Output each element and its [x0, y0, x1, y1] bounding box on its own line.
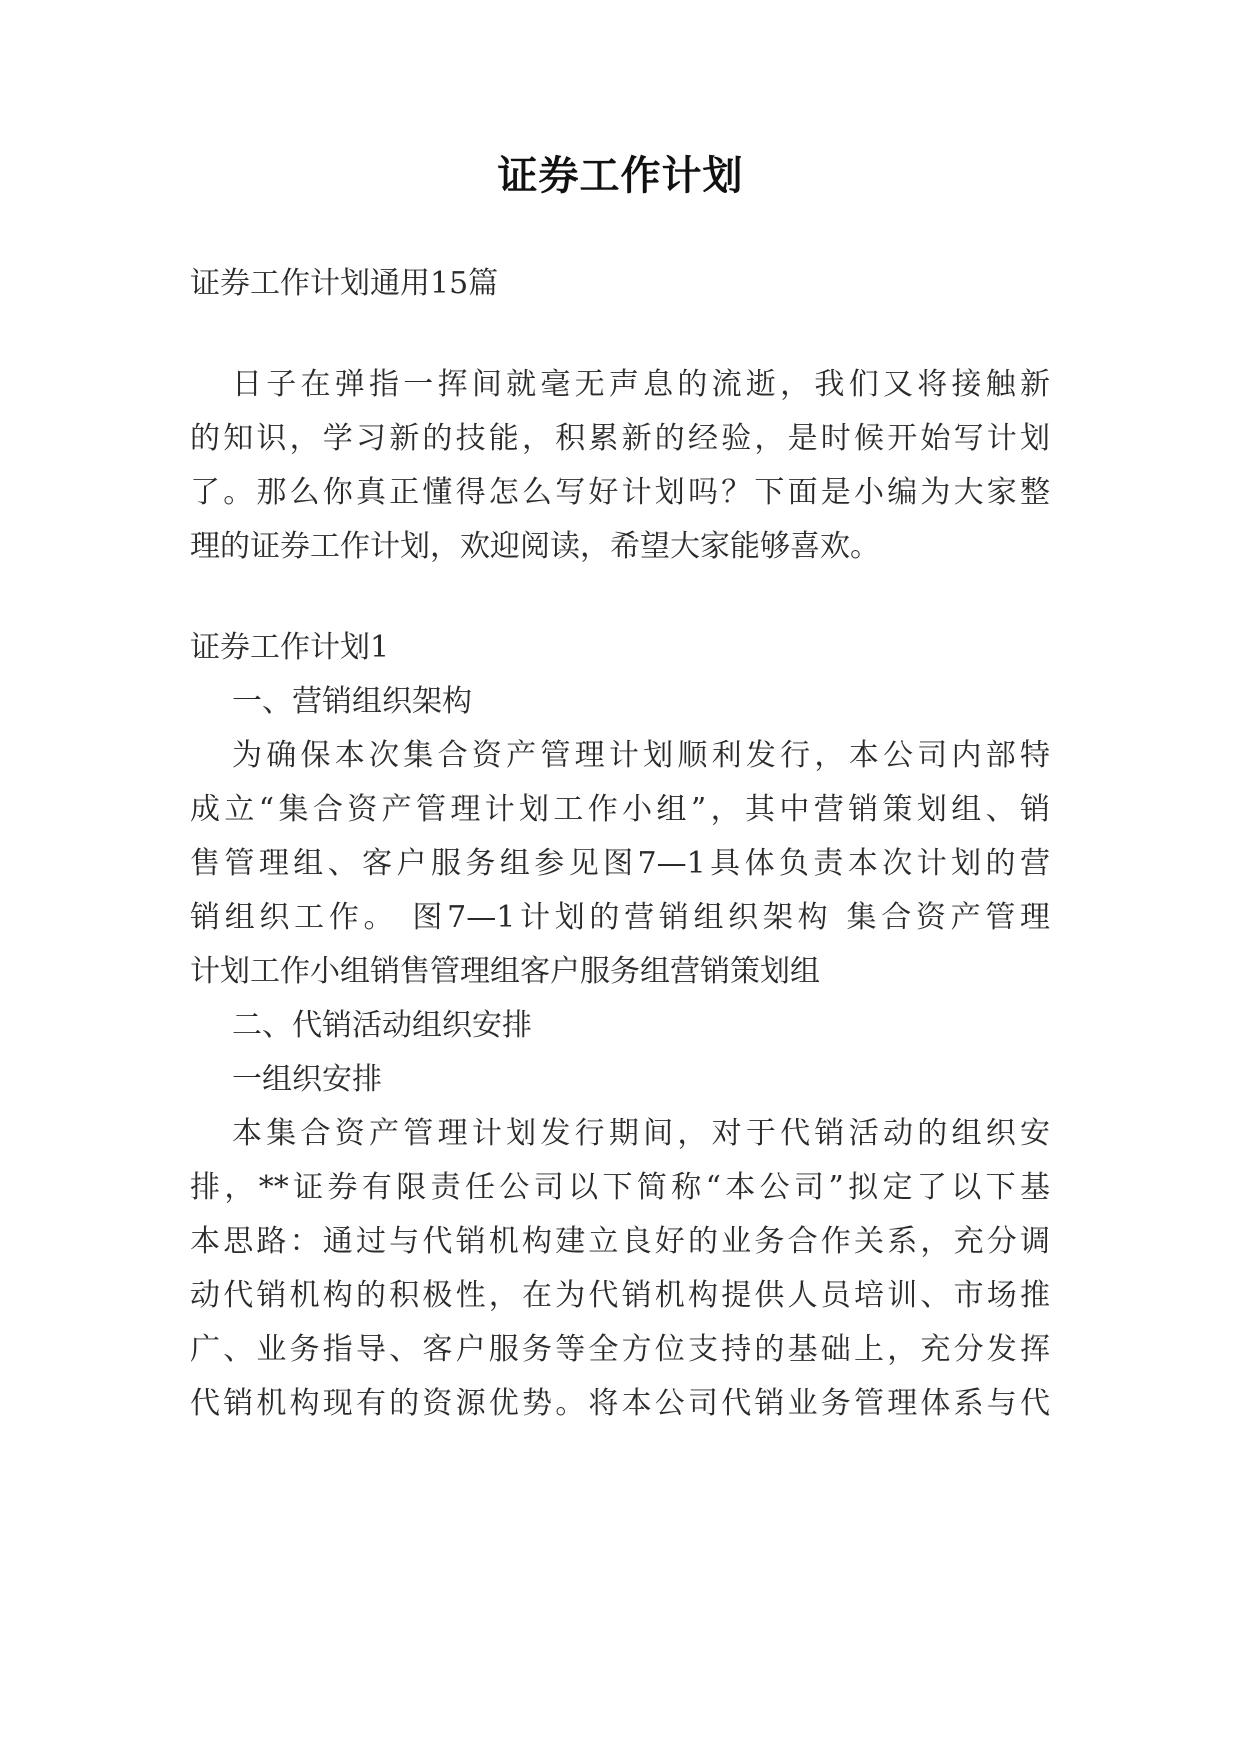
paragraph-line: 销组织工作。 图7—1计划的营销组织架构 集合资产管理 — [190, 900, 1050, 935]
section-heading: 二、代销活动组织安排 — [232, 1008, 532, 1043]
paragraph-line: 成立“集合资产管理计划工作小组”，其中营销策划组、销 — [190, 792, 1050, 827]
paragraph-line: 本集合资产管理计划发行期间，对于代销活动的组织安 — [232, 1116, 1050, 1151]
paragraph-line: 本思路：通过与代销机构建立良好的业务合作关系，充分调 — [190, 1224, 1050, 1259]
intro-line: 的知识，学习新的技能，积累新的经验，是时候开始写计划 — [190, 421, 1050, 456]
intro-line: 了。那么你真正懂得怎么写好计划吗？下面是小编为大家整 — [190, 475, 1050, 510]
document-subtitle: 证券工作计划通用15篇 — [190, 266, 499, 301]
section-heading: 一、营销组织架构 — [232, 684, 472, 719]
subsection-heading: 一组织安排 — [232, 1062, 382, 1097]
intro-line: 理的证券工作计划，欢迎阅读，希望大家能够喜欢。 — [190, 529, 880, 564]
paragraph-line: 广、业务指导、客户服务等全方位支持的基础上，充分发挥 — [190, 1332, 1050, 1367]
paragraph-line: 动代销机构的积极性，在为代销机构提供人员培训、市场推 — [190, 1278, 1050, 1313]
paragraph-line: 排，**证券有限责任公司以下简称“本公司”拟定了以下基 — [190, 1170, 1050, 1205]
intro-line: 日子在弹指一挥间就毫无声息的流逝，我们又将接触新 — [232, 367, 1050, 402]
section-title: 证券工作计划1 — [190, 630, 390, 665]
paragraph-line: 计划工作小组销售管理组客户服务组营销策划组 — [190, 954, 820, 989]
document-title: 证券工作计划 — [497, 153, 744, 199]
paragraph-line: 代销机构现有的资源优势。将本公司代销业务管理体系与代 — [190, 1386, 1050, 1421]
paragraph-line: 为确保本次集合资产管理计划顺利发行，本公司内部特 — [232, 738, 1050, 773]
paragraph-line: 售管理组、客户服务组参见图7—1具体负责本次计划的营 — [190, 846, 1050, 881]
